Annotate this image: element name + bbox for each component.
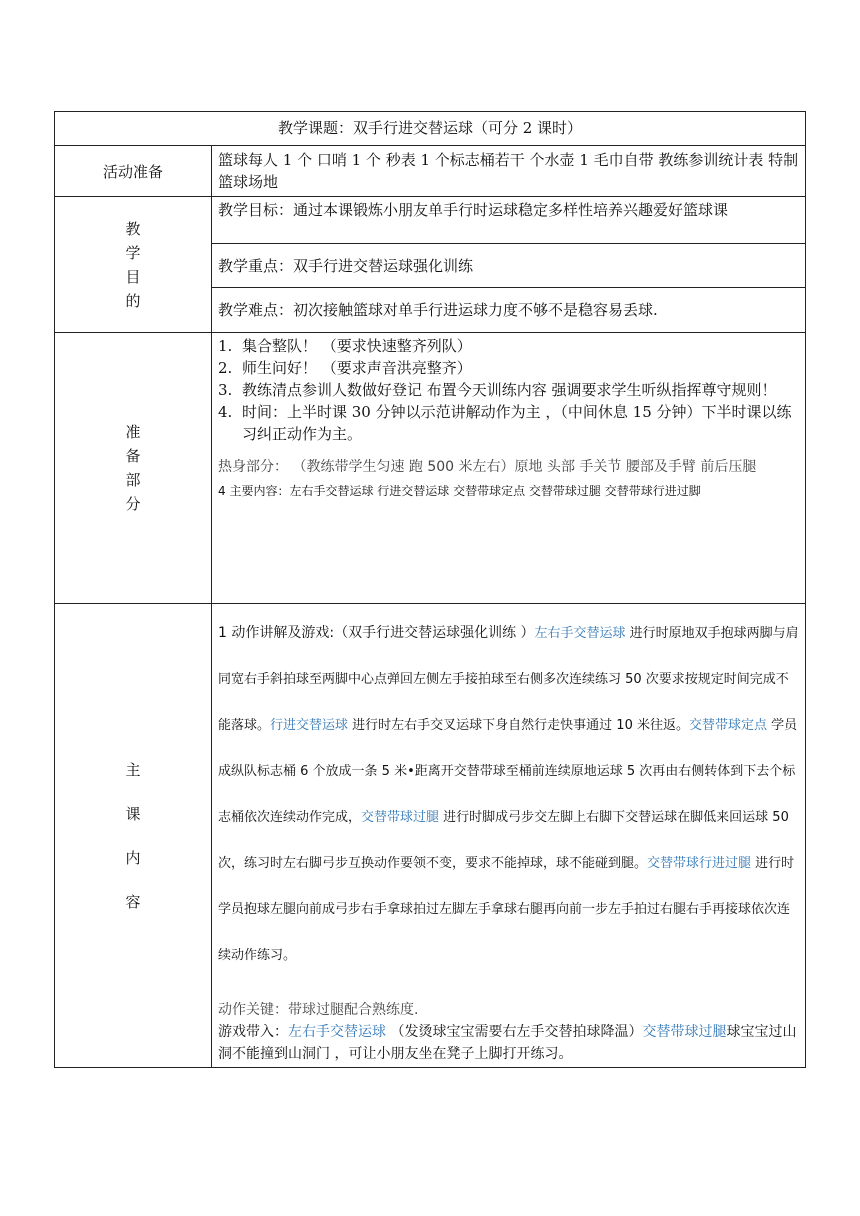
preparation-cell	[212, 333, 806, 604]
teaching-key-point: 教学重点：双手行进交替运球强化训练	[212, 244, 805, 288]
list-item: 1. 集合整队！ （要求快速整齐列队）	[218, 337, 472, 355]
main-content-text: 1 动作讲解及游戏:（双手行进交替运球强化训练 ）左右手交替运球 进行时原地双手抱球两脚与肩同宽右手斜拍球至两脚中心点弹回左侧左手接拍球至右侧多次连续练习 50 次要求按规定时间完成不能落球。行进交替运球 进行时左右手交叉运球下身自然行走快事通过 10 米往返。交替带球定点 学员成纵队标志桶 6 个放成一条 5 米•距离开交替带球至桶前连续原地运球 5 次再由右侧转体到下去个标志桶依次连续动作完成，交替带球过腿 进行时脚成弓步交左脚上右脚下交替运球在脚低来回运球 50 次，练习时左右脚弓步互换动作要领不变，要求不能掉球，球不能碰到腿。交替带球行进过腿 进行时学员抱球左腿向前成弓步右手拿球拍过左脚左手拿球右腿再向前一步左手拍过右腿右手再接球依次连续动作练习。	[218, 625, 799, 963]
preparation-steps	[218, 335, 799, 445]
main-label: 主 课 内 容	[55, 604, 212, 1068]
prep-label: 活动准备	[55, 146, 212, 197]
main-content-cell	[212, 604, 806, 1068]
term-moving-through-legs: 交替带球行进过腿	[647, 856, 752, 871]
warmup-text: 热身部分： （教练带学生匀速 跑 500 米左右）原地 头部 手关节 腰部及手臂 前后压腿	[218, 459, 757, 475]
main-items-text: 4 主要内容：左右手交替运球 行进交替运球 交替带球定点 交替带球过腿 交替带球行进过脚	[218, 484, 701, 498]
lesson-title: 教学课题：双手行进交替运球（可分 2 课时）	[55, 112, 806, 146]
term-through-legs-dribble: 交替带球过腿	[361, 810, 440, 825]
goals-cell	[212, 197, 806, 333]
prep-materials: 篮球每人 1 个 口哨 1 个 秒表 1 个标志桶若干 个水壶 1 毛巾自带 教练参训统计表 特制篮球场地	[212, 146, 806, 197]
game-text: 游戏带入：左右手交替运球 （发烫球宝宝需要右左手交替拍球降温）交替带球过腿球宝宝过山洞不能撞到山洞门 ，可让小朋友坐在凳子上脚打开练习。	[218, 1024, 797, 1062]
list-item: 4. 时间：上半时课 30 分钟以示范讲解动作为主 ，（中间休息 15 分钟）下半时课以练习纠正动作为主。	[218, 403, 792, 443]
action-key-text: 动作关键：带球过腿配合熟练度.	[218, 1002, 419, 1018]
teaching-difficulty: 教学难点：初次接触篮球对单手行进运球力度不够不是稳容易丢球.	[218, 301, 658, 319]
lesson-plan-page	[54, 111, 805, 1068]
lesson-plan-table	[54, 111, 806, 1068]
term-fixed-point-dribble: 交替带球定点	[688, 718, 767, 733]
goals-label: 教 学 目 的	[55, 197, 212, 333]
term-moving-dribble: 行进交替运球	[270, 718, 349, 733]
term-left-right-dribble: 左右手交替运球	[534, 626, 626, 641]
list-item: 2. 师生问好！ （要求声音洪亮整齐）	[218, 359, 472, 377]
preparation-label: 准 备 部 分	[55, 333, 212, 604]
list-item: 3. 教练清点参训人数做好登记 布置今天训练内容 强调要求学生听纵指挥尊守规则！	[218, 381, 777, 399]
teaching-objective: 教学目标：通过本课锻炼小朋友单手行时运球稳定多样性培养兴趣爱好篮球课	[212, 197, 805, 244]
